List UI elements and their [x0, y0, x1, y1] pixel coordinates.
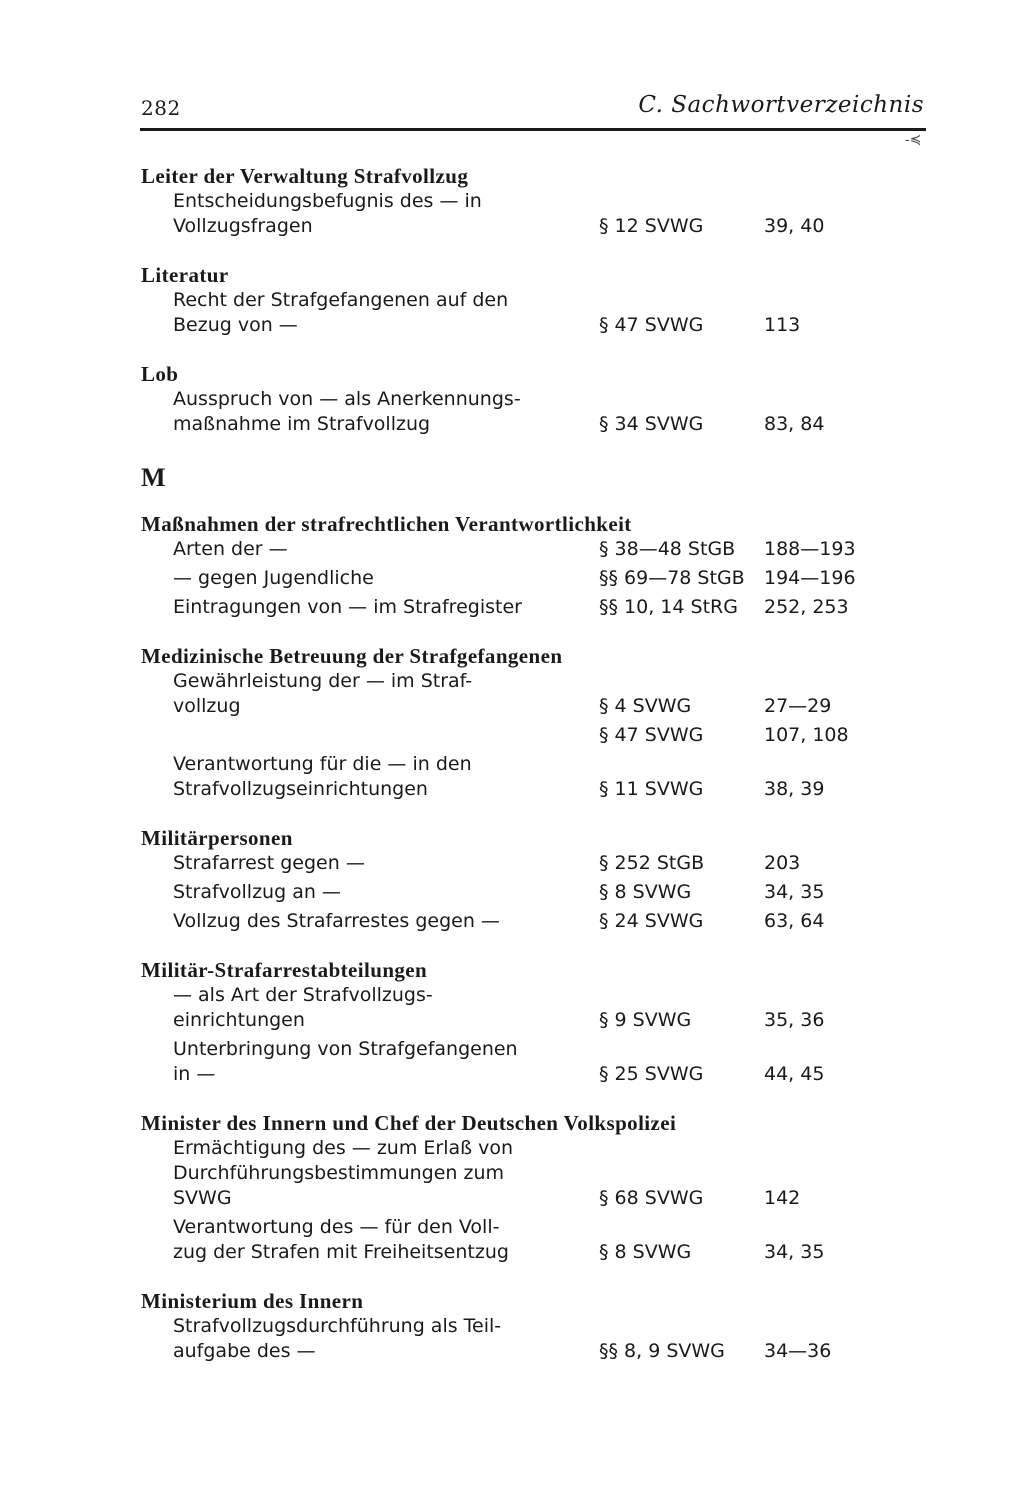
- header-rule: [140, 128, 926, 131]
- subentry-line: Verantwortung für die — in den: [173, 753, 472, 775]
- page-reference: 38, 39: [764, 778, 825, 800]
- subentry-line: Gewährleistung der — im Straf-: [173, 670, 473, 692]
- subentry-row: [141, 851, 901, 876]
- page-reference: 83, 84: [764, 413, 825, 435]
- subentry-text: [141, 595, 566, 620]
- subentry-line: Vollzug des Strafarrestes gegen —: [173, 910, 500, 932]
- subentry-row: [141, 723, 901, 748]
- entry-heading: Medizinische Betreuung der Strafgefangenen: [141, 644, 563, 668]
- law-reference: § 38—48 StGB: [599, 538, 736, 560]
- subentry-line: SVWG: [173, 1187, 232, 1209]
- subentry-text: [141, 288, 566, 338]
- subentry-line: Durchführungsbestimmungen zum: [173, 1162, 505, 1184]
- entry-heading: Militär-Strafarrestabteilungen: [141, 958, 428, 982]
- subentry-line: einrichtungen: [173, 1009, 305, 1031]
- page-reference: 27—29: [764, 695, 832, 717]
- index-entry: [141, 643, 901, 802]
- entry-heading: Literatur: [141, 263, 229, 287]
- law-reference: § 8 SVWG: [599, 1241, 692, 1263]
- subentry-line: — als Art der Strafvollzugs-: [173, 984, 433, 1006]
- subentry-text: [141, 1215, 566, 1265]
- subentry-line: Ermächtigung des — zum Erlaß von: [173, 1137, 514, 1159]
- page-reference: 107, 108: [764, 724, 849, 746]
- index-entry: [141, 1288, 901, 1364]
- entry-heading: Maßnahmen der strafrechtlichen Verantwortlichkeit: [141, 512, 632, 536]
- page-reference: 34, 35: [764, 1241, 825, 1263]
- entries-l: [141, 163, 901, 437]
- subentry-text: [141, 1314, 566, 1364]
- entry-heading: Militärpersonen: [141, 826, 293, 850]
- subentry-row: [141, 1314, 901, 1364]
- law-reference: § 11 SVWG: [599, 778, 704, 800]
- index-entry: [141, 957, 901, 1087]
- index-entry: [141, 163, 901, 239]
- index-entry: [141, 511, 901, 620]
- subentry-line: Eintragungen von — im Strafregister: [173, 596, 522, 618]
- subentry-text: [141, 537, 566, 562]
- subentry-text: [141, 909, 566, 934]
- subentry-row: [141, 909, 901, 934]
- subentry-line: aufgabe des —: [173, 1340, 316, 1362]
- law-reference: § 8 SVWG: [599, 881, 692, 903]
- page-reference: 34, 35: [764, 881, 825, 903]
- law-reference: §§ 10, 14 StRG: [599, 596, 738, 618]
- law-reference: §§ 8, 9 SVWG: [599, 1340, 725, 1362]
- index-entry: [141, 825, 901, 934]
- law-reference: § 25 SVWG: [599, 1063, 704, 1085]
- page-reference: 203: [764, 852, 801, 874]
- page-reference: 63, 64: [764, 910, 825, 932]
- subentry-line: maßnahme im Strafvollzug: [173, 413, 431, 435]
- entry-heading: Ministerium des Innern: [141, 1289, 364, 1313]
- page-reference: 113: [764, 314, 801, 336]
- subentry-row: [141, 983, 901, 1033]
- subentry-row: [141, 1037, 901, 1087]
- subentry-line: Vollzugsfragen: [173, 215, 313, 237]
- subentry-text: [141, 752, 566, 802]
- subentry-line: Verantwortung des — für den Voll-: [173, 1216, 500, 1238]
- subentry-row: [141, 1136, 901, 1211]
- index-entry: [141, 361, 901, 437]
- running-head: C. Sachwortverzeichnis: [638, 92, 924, 118]
- page-reference: 142: [764, 1187, 801, 1209]
- subentry-row: [141, 387, 901, 437]
- subentry-text: [141, 983, 566, 1033]
- page-reference: 188—193: [764, 538, 856, 560]
- subentry-text: [141, 1136, 566, 1211]
- index-entry: [141, 262, 901, 338]
- subentry-row: [141, 880, 901, 905]
- subentry-text: [141, 387, 566, 437]
- subentry-line: Strafvollzug an —: [173, 881, 341, 903]
- page-reference: 252, 253: [764, 596, 849, 618]
- law-reference: §§ 69—78 StGB: [599, 567, 745, 589]
- law-reference: § 9 SVWG: [599, 1009, 692, 1031]
- subentry-row: [141, 1215, 901, 1265]
- law-reference: § 4 SVWG: [599, 695, 692, 717]
- subentry-line: Ausspruch von — als Anerkennungs-: [173, 388, 521, 410]
- subentry-row: [141, 752, 901, 802]
- page-reference: 194—196: [764, 567, 856, 589]
- law-reference: § 24 SVWG: [599, 910, 704, 932]
- entry-heading: Minister des Innern und Chef der Deutschen Volkspolizei: [141, 1111, 677, 1135]
- subentry-row: [141, 189, 901, 239]
- subentry-line: zug der Strafen mit Freiheitsentzug: [173, 1241, 509, 1263]
- rule-mark: -≼: [905, 132, 922, 148]
- subentry-row: [141, 669, 901, 719]
- law-reference: § 34 SVWG: [599, 413, 704, 435]
- subentry-text: [141, 669, 566, 719]
- subentry-line: vollzug: [173, 695, 241, 717]
- subentry-line: Entscheidungsbefugnis des — in: [173, 190, 482, 212]
- entries-m: [141, 511, 901, 1364]
- subentry-line: Bezug von —: [173, 314, 298, 336]
- subentry-text: [141, 851, 566, 876]
- law-reference: § 12 SVWG: [599, 215, 704, 237]
- subentry-text: [141, 880, 566, 905]
- page-reference: 39, 40: [764, 215, 825, 237]
- page-reference: 34—36: [764, 1340, 832, 1362]
- subentry-line: Strafarrest gegen —: [173, 852, 365, 874]
- subentry-line: Strafvollzugsdurchführung als Teil-: [173, 1315, 502, 1337]
- law-reference: § 47 SVWG: [599, 724, 704, 746]
- subentry-line: Unterbringung von Strafgefangenen: [173, 1038, 518, 1060]
- index-body: [141, 163, 901, 1387]
- subentry-text: [141, 723, 566, 748]
- entry-heading: Lob: [141, 362, 179, 386]
- subentry-row: [141, 537, 901, 562]
- subentry-text: [141, 189, 566, 239]
- subentry-line: [173, 723, 566, 748]
- subentry-line: in —: [173, 1063, 216, 1085]
- section-letter: M: [141, 463, 166, 492]
- law-reference: § 47 SVWG: [599, 314, 704, 336]
- page-number: 282: [141, 96, 181, 120]
- page-reference: 35, 36: [764, 1009, 825, 1031]
- subentry-line: Arten der —: [173, 538, 288, 560]
- subentry-row: [141, 288, 901, 338]
- law-reference: § 252 StGB: [599, 852, 705, 874]
- subentry-line: Recht der Strafgefangenen auf den: [173, 289, 509, 311]
- subentry-line: Strafvollzugseinrichtungen: [173, 778, 428, 800]
- page-reference: 44, 45: [764, 1063, 825, 1085]
- subentry-row: [141, 566, 901, 591]
- subentry-line: — gegen Jugendliche: [173, 567, 374, 589]
- subentry-row: [141, 595, 901, 620]
- subentry-text: [141, 566, 566, 591]
- index-entry: [141, 1110, 901, 1265]
- law-reference: § 68 SVWG: [599, 1187, 704, 1209]
- subentry-text: [141, 1037, 566, 1087]
- entry-heading: Leiter der Verwaltung Strafvollzug: [141, 164, 469, 188]
